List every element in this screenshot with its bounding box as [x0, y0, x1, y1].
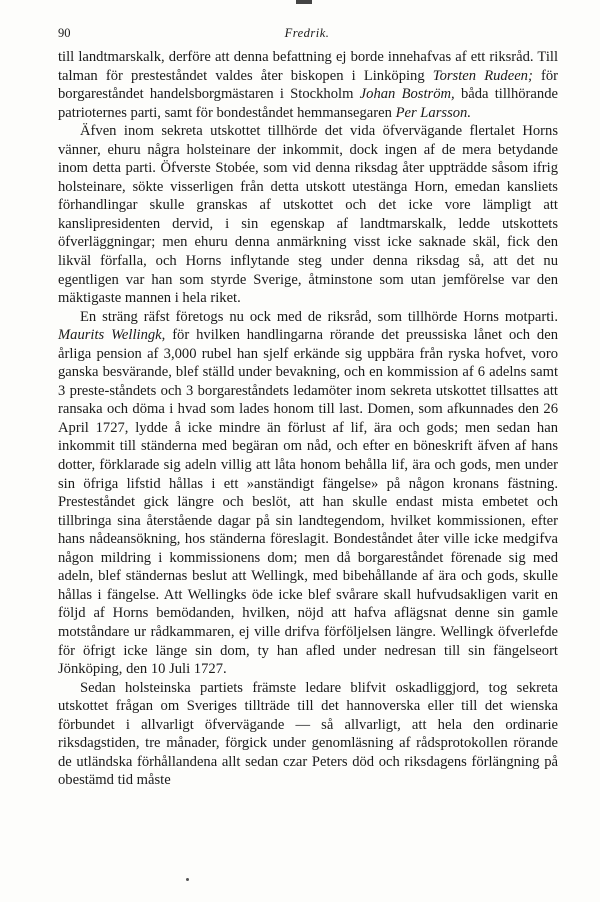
- paragraph-4: Sedan holsteinska partiets främste ledare blifvit oskadliggjord, tog sekreta utskottet frågan om Sveriges tillträde till det hannoverska eller till det wienska förbundet i allvarligt öfvervägande — så allvarligt, att hela den ordinarie riksdagstiden, tre månader, förgick under genomläsning af rådsprotokollen rörande de utländska förhållandena allt sedan czar Peters död och riksdagens förlängning på obestämd tid måste: [58, 679, 558, 789]
- running-title: Fredrik.: [284, 26, 330, 40]
- paragraph-1-text-a: till landtmarskalk, derföre att denna befattning ej borde innehafvas af ett riksråd. Till talman för presteståndet valdes åter biskopen i Linköping: [58, 49, 558, 84]
- scan-mark-top: [296, 0, 312, 4]
- paragraph-3: [58, 308, 558, 679]
- paragraph-3-text-a: En sträng räfst företogs nu ock med de riksråd, som tillhörde Horns motparti.: [80, 308, 558, 325]
- scan-mark-bottom: [186, 878, 189, 881]
- person-name-torsten-rudeen: Torsten Rudeen;: [432, 67, 533, 84]
- paragraph-1-text-b: för borgareståndet handelsborgmästaren i Stockholm: [58, 67, 558, 103]
- page-number: 90: [58, 26, 71, 40]
- paragraph-1-text-c: båda tillhörande patrioternes parti, samt för bondeståndet hemmansegaren: [58, 86, 558, 121]
- page-header: [58, 26, 556, 44]
- person-name-per-larsson: Per Larsson.: [395, 104, 471, 121]
- person-name-johan-bostrom: Johan Boström,: [359, 86, 455, 103]
- paragraph-1: [58, 48, 558, 122]
- paragraph-2: Äfven inom sekreta utskottet tillhörde det vida öfvervägande flertalet Horns vänner, ehuru några holsteinare der inkommit, dock ingen af de mera betydande inom detta parti. Öfverste Stobée, som vid denna riksdag åter uppträdde såsom ifrig holsteinare, sökte visserligen från detta utskott utestänga Horn, emedan kansliets förhandlingar skulle granskas af utskottet och det icke vore lämpligt att kanslipresidenten dervid, i sin egenskap af landtmarskalk, ledde utskottets öfverläggningar; men ehuru denna anmärkning visst icke saknade skäl, fick den likväl förfalla, och Horns inflytande steg under denna riksdag så, att det nu egentligen var han som styrde Sverige, åtminstone som utan jemförelse var den mäktigaste mannen i hela riket.: [58, 123, 558, 307]
- body-text: [58, 48, 558, 790]
- paragraph-3-text-b: för hvilken handlingarna rörande det preussiska lånet och den årliga pension af 3,000 rubel han sjelf erkände sig uppbära från ryska hofvet, voro ganska besvärande, blef ställd under bevakning, och en kommission af 6 adelns samt 3 preste-ståndets och 3 borgareståndets ledamöter inom sekreta utskottet tillsattes att ransaka och döma i hvad som lades honom till last. Domen, som afkunnades den 26 April 1727, lydde å icke mindre än förlust af lif, ära och gods; men sedan han inkommit till ständerna med begäran om nåd, och efter en böneskrift äfven af hans dotter, förklarade sig adeln villig att låta honom behålla lif, ära och gods, men under sin öfriga lifstid hållas i ett »anständigt fängelse» på någon kronans fästning. Presteståndet gick längre och beslöt, att han skulle endast mista embetet och tillbringa sina återstående dagar på sin landtegendom, hvilket kommissionen, efter hans nådeansökning, hos ständerna föreslagit. Bondeståndet åter ville icke medgifva någon mildring i kommissionens dom; men då borgareståndet förenade sig med adeln, blef ständernas beslut att Wellingk, med bibehållande af ära och gods, skulle hållas i fängelse. Att Wellingks öde icke blef svårare skall hufvudsakligen varit en följd af Horns bemödanden, hvilken, nöjd att hafva aflägsnat denne sin gamle motståndare ur rådkammaren, ej ville drifva förföljelsen längre. Wellingk öfverlefde för öfrigt icke länge sin dom, ty han afled under nedresan till sin fängelseort Jönköping, den 10 Juli 1727.: [58, 327, 558, 678]
- person-name-maurits-wellingk: Maurits Wellingk,: [58, 327, 166, 344]
